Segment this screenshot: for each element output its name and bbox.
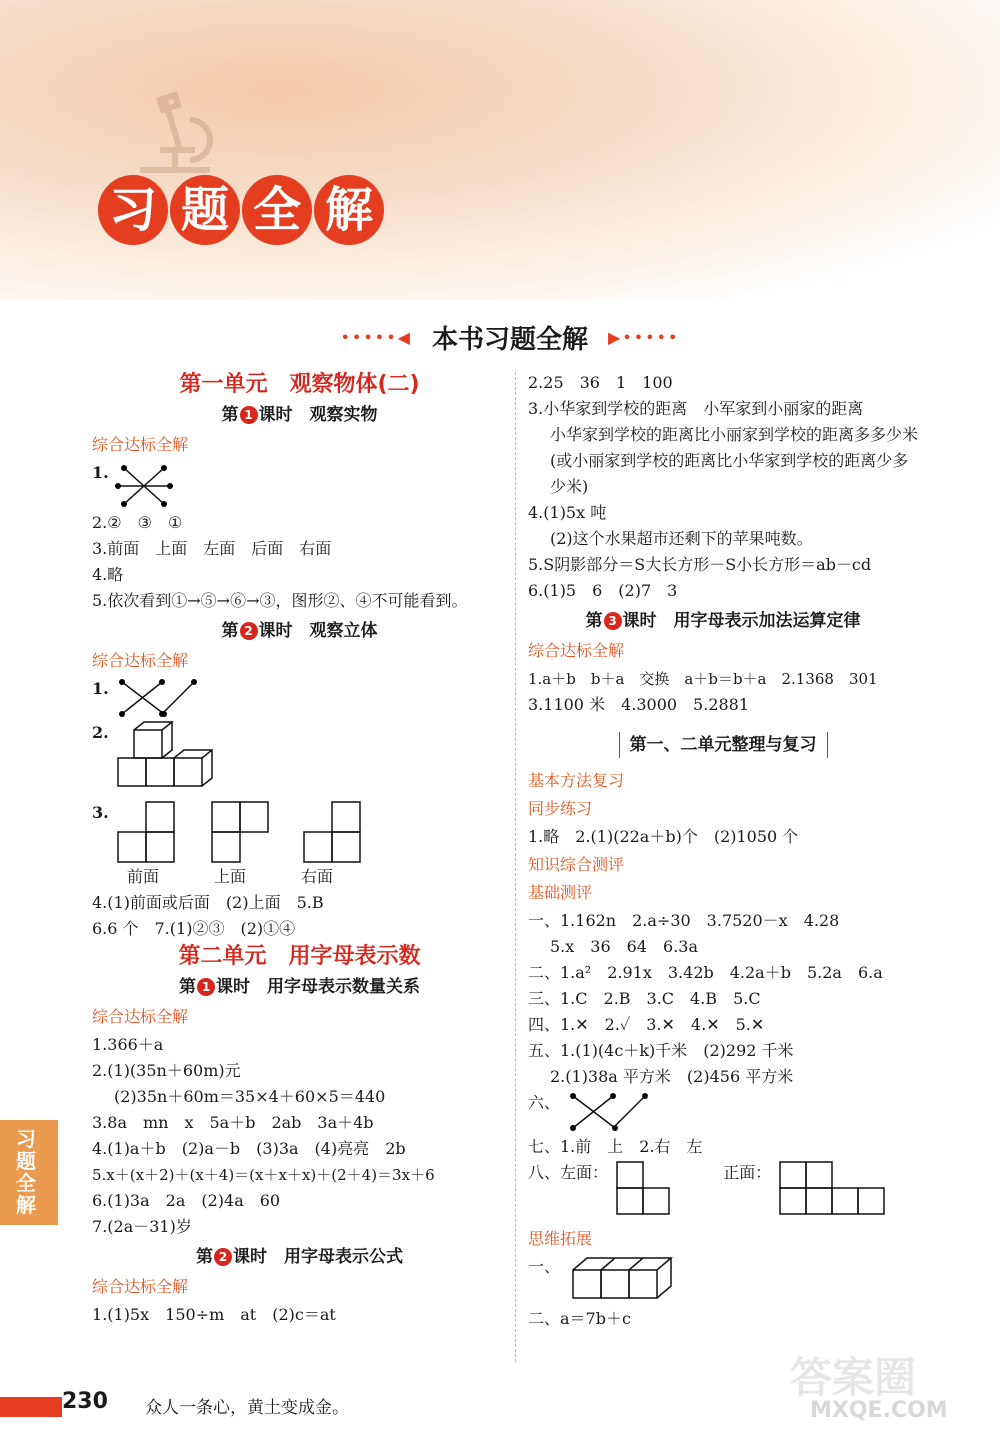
- footer-motto: 众人一条心，黄土变成金。: [145, 1398, 349, 1418]
- side-tab: 习题全解: [0, 1120, 58, 1225]
- answer-item: (2)35n＋60m＝35×4＋60×5＝440: [114, 1087, 386, 1106]
- left-view-figure: [613, 1160, 673, 1218]
- answer-item: 1.(1)5x 150÷m at (2)c＝at: [92, 1305, 336, 1324]
- title-char: 题: [170, 175, 240, 245]
- answer-item: 1.略 2.(1)(22a＋b)个 (2)1050 个: [528, 827, 799, 846]
- page-number: 230: [62, 1389, 108, 1414]
- answer-item: 一、1.162n 2.a÷30 3.7520－x 4.28: [528, 911, 840, 930]
- footer-bar: [0, 1397, 62, 1417]
- section-banner: [300, 318, 720, 356]
- cross-match-figure: [565, 1090, 655, 1134]
- answer-item: (2)这个水果超市还剩下的苹果吨数。: [550, 529, 813, 548]
- lesson-number-badge: 1: [240, 406, 258, 424]
- section-label: 思维拓展: [528, 1229, 593, 1248]
- title-char: 解: [314, 175, 384, 245]
- answer-item: 3.8a mn x 5a＋b 2ab 3a＋4b: [92, 1113, 374, 1132]
- answer-item: 6.(1)3a 2a (2)4a 60: [92, 1191, 281, 1210]
- answer-item: 2.② ③ ①: [92, 513, 183, 532]
- answer-item: 四、1.✕ 2.✓ 3.✕ 4.✕ 5.✕: [528, 1015, 765, 1034]
- answer-item: 6.6 个 7.(1)②③ (2)①④: [92, 919, 296, 938]
- front-view-figure: [776, 1160, 896, 1218]
- unit-heading: 第二单元 用字母表示数: [178, 944, 421, 969]
- cross-match-figure: [114, 676, 204, 720]
- answer-item: 2.(1)(35n＋60m)元: [92, 1061, 241, 1080]
- answer-item: 3.: [92, 800, 507, 864]
- answer-item: 3.1100 米 4.3000 5.2881: [528, 695, 750, 714]
- cuboid-figure: [565, 1254, 675, 1306]
- watermark-logo: 答案圈: [790, 1353, 917, 1402]
- title-char: 全: [242, 175, 312, 245]
- answer-item: 二、1.a² 2.91x 3.42b 4.2a＋b 5.2a 6.a: [528, 963, 883, 982]
- section-label: 综合达标全解: [92, 1007, 189, 1026]
- lesson-heading: 第 2 课时 用字母表示公式: [196, 1247, 403, 1267]
- title-char: 习: [98, 175, 168, 245]
- lesson-heading: 第 1 课时 观察实物: [221, 405, 378, 425]
- answer-item: 5.x＋(x＋2)＋(x＋4)＝(x＋x＋x)＋(2＋4)＝3x＋6: [92, 1166, 435, 1184]
- right-column: [528, 370, 918, 1332]
- section-label: 综合达标全解: [528, 641, 625, 660]
- answer-item: 5.S阴影部分＝S大长方形－S小长方形＝ab－cd: [528, 555, 872, 574]
- answer-item: 4.略: [92, 565, 124, 584]
- lesson-number-badge: 1: [197, 978, 215, 996]
- section-label: 同步练习: [528, 799, 593, 818]
- lesson-number-badge: 2: [240, 622, 258, 640]
- answer-item: 7.(2a－31)岁: [92, 1217, 192, 1236]
- answer-item: 4.(1)a＋b (2)a－b (3)3a (4)亮亮 2b: [92, 1139, 406, 1158]
- answer-item: 三、1.C 2.B 3.C 4.B 5.C: [528, 989, 761, 1008]
- answer-item: 八、左面： 正面：: [528, 1160, 918, 1224]
- section-label: 知识综合测评: [528, 855, 625, 874]
- lesson-heading: 第 1 课时 用字母表示数量关系: [179, 977, 420, 997]
- answer-item: 3.前面 上面 左面 后面 右面: [92, 539, 332, 558]
- page-title-badge: [98, 175, 398, 255]
- section-label: 综合达标全解: [92, 651, 189, 670]
- answer-item: 4.(1)5x 吨: [528, 503, 607, 522]
- answer-item: 五、1.(1)(4c＋k)千米 (2)292 千米: [528, 1041, 794, 1060]
- answer-item: 1.a＋b b＋a 交换 a＋b＝b＋a 2.1368 301: [528, 670, 878, 688]
- lesson-number-badge: 3: [604, 612, 622, 630]
- lesson-heading: 第 2 课时 观察立体: [221, 621, 378, 641]
- answer-item: 5.x 36 64 6.3a: [550, 937, 698, 956]
- left-column: [92, 370, 507, 1328]
- lesson-heading: 第 3 课时 用字母表示加法运算定律: [585, 611, 861, 631]
- answer-item: 4.(1)前面或后面 (2)上面 5.B: [92, 893, 324, 912]
- answer-item: 1.: [92, 676, 507, 720]
- review-heading-wrap: [528, 728, 918, 762]
- answer-item: 5.依次看到①→⑤→⑥→③，图形②、④不可能看到。: [92, 591, 468, 610]
- answer-item: 六、: [528, 1090, 918, 1134]
- section-label: 基本方法复习: [528, 771, 625, 790]
- microscope-icon: [120, 80, 230, 180]
- answer-item: 小华家到学校的距离比小丽家到学校的距离多多少米(或小丽家到学校的距离比小华家到学校的距离少多少米): [550, 425, 919, 496]
- section-label: 综合达标全解: [92, 435, 189, 454]
- unit-heading: 第一单元 观察物体(二): [179, 372, 420, 397]
- answer-item: 二、a＝7b＋c: [528, 1309, 631, 1328]
- section-label: 综合达标全解: [92, 1277, 189, 1296]
- answer-item: 一、: [528, 1254, 918, 1306]
- answer-item: 2.(1)38a 平方米 (2)456 平方米: [550, 1067, 794, 1086]
- banner-title: 本书习题全解: [431, 324, 588, 355]
- cross-match-figure: [114, 460, 174, 510]
- cube-stack-figure: [114, 720, 224, 800]
- view-labels: 前面 上面 右面: [127, 867, 334, 886]
- answer-item: 2.: [92, 720, 507, 800]
- answer-item: 七、1.前 上 2.右 左: [528, 1137, 703, 1156]
- three-views-figure: [114, 800, 384, 864]
- review-heading: 第一、二单元整理与复习: [619, 732, 828, 758]
- lesson-number-badge: 2: [214, 1248, 232, 1266]
- answer-item: 3.小华家到学校的距离 小军家到小丽家的距离: [528, 399, 864, 418]
- answer-item: 1.: [92, 460, 507, 510]
- answer-item: 1.366＋a: [92, 1035, 164, 1054]
- answer-item: 6.(1)5 6 (2)7 3: [528, 581, 678, 600]
- banner-left-ornament: •••••◀: [340, 327, 412, 347]
- watermark-url: MXQE.COM: [810, 1398, 948, 1423]
- banner-right-ornament: ▶•••••: [608, 327, 680, 347]
- column-divider: [515, 372, 516, 1362]
- answer-item: 2.25 36 1 100: [528, 373, 673, 392]
- section-label: 基础测评: [528, 883, 593, 902]
